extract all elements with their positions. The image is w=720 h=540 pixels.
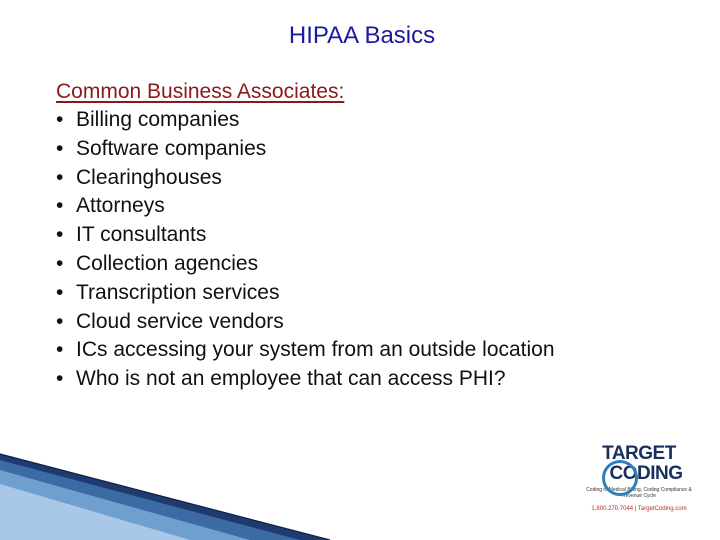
bullet-icon: • [56, 165, 64, 189]
list-item-text: Clearinghouses [76, 165, 222, 189]
target-ring-icon [602, 460, 638, 496]
list-item [56, 279, 696, 308]
list-item [56, 308, 696, 337]
list-item [56, 106, 696, 135]
list-item-text: Software companies [76, 136, 267, 160]
bullet-icon: • [56, 136, 64, 160]
logo-line1: TARGET [602, 443, 676, 464]
logo-tagline: Coding in Medical Billing, Coding Compliance & Revenue Cycle [586, 487, 692, 499]
slide-content [56, 78, 696, 394]
slide-title: HIPAA Basics [288, 22, 436, 49]
list-item [56, 221, 696, 250]
target-coding-logo [586, 444, 692, 520]
bullet-icon: • [56, 251, 64, 275]
list-item [56, 365, 696, 394]
list-item [56, 135, 696, 164]
list-item-text: ICs accessing your system from an outside location [76, 338, 555, 362]
list-item-text: Billing companies [76, 108, 240, 131]
list-item-text: Collection agencies [76, 251, 259, 275]
bullet-icon: • [56, 367, 64, 391]
bullet-icon: • [56, 223, 64, 247]
list-item-text: Transcription services [76, 280, 280, 304]
list-item [56, 192, 696, 221]
bullet-icon: • [56, 338, 64, 362]
bullet-icon: • [56, 108, 64, 131]
list-item [56, 164, 696, 193]
list-item-text: Cloud service vendors [76, 309, 284, 333]
logo-contact: 1.800.270.7044 | TargetCoding.com [591, 506, 687, 512]
bullet-icon: • [56, 309, 64, 333]
bullet-icon: • [56, 194, 64, 218]
logo-line2: CODING [609, 463, 683, 484]
list-item-text: IT consultants [76, 223, 207, 247]
bullet-list [56, 106, 696, 394]
bullet-icon: • [56, 280, 64, 304]
section-heading: Common Business Associates: [56, 80, 345, 103]
list-item [56, 250, 696, 279]
list-item-text: Attorneys [76, 194, 165, 218]
list-item-text: Who is not an employee that can access PHI? [76, 367, 506, 391]
list-item [56, 336, 696, 365]
